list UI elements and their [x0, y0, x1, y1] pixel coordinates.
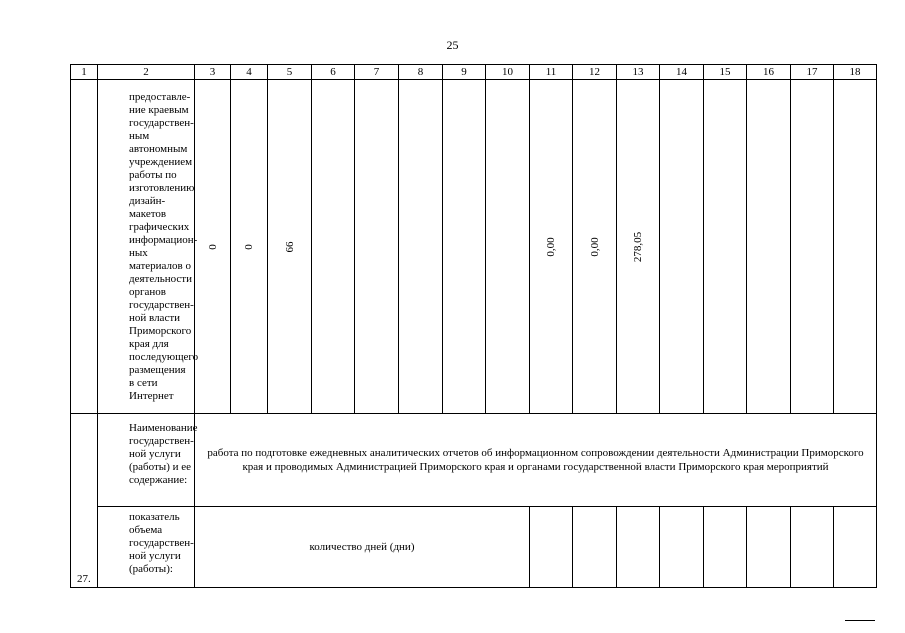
table-row — [71, 80, 877, 414]
value-cell — [573, 80, 617, 414]
empty-cell — [530, 507, 573, 588]
header-cell: 15 — [704, 65, 747, 80]
header-cell: 11 — [530, 65, 573, 80]
empty-cell — [355, 80, 399, 414]
empty-cell — [704, 80, 747, 414]
value-cell — [231, 80, 268, 414]
value-text: 0 — [206, 243, 219, 250]
value-cell — [617, 80, 660, 414]
header-cell: 16 — [747, 65, 791, 80]
empty-cell — [791, 507, 834, 588]
value-text: 278,05 — [632, 231, 644, 262]
empty-cell — [747, 80, 791, 414]
empty-cell — [660, 80, 704, 414]
header-cell: 17 — [791, 65, 834, 80]
header-cell: 9 — [443, 65, 486, 80]
data-table — [70, 64, 877, 588]
service-content: работа по подготовке ежедневных аналитических отчетов об информационном сопровождении деятельности Администрации Приморского края и проводимых Администрацией Приморского края и органами государственной власти Приморского края мероприятий — [195, 414, 877, 507]
empty-cell — [834, 507, 877, 588]
header-cell: 18 — [834, 65, 877, 80]
empty-cell — [399, 80, 443, 414]
service-name-label: Наименование государствен-ной услуги (работы) и ее содержание: — [98, 414, 195, 507]
empty-cell — [834, 80, 877, 414]
table-row — [71, 507, 877, 588]
empty-cell — [704, 507, 747, 588]
header-cell: 3 — [195, 65, 231, 80]
value-cell — [195, 80, 231, 414]
header-cell: 12 — [573, 65, 617, 80]
header-cell: 8 — [399, 65, 443, 80]
header-cell: 5 — [268, 65, 312, 80]
header-cell: 6 — [312, 65, 355, 80]
header-row — [71, 65, 877, 80]
header-cell: 10 — [486, 65, 530, 80]
empty-cell — [573, 507, 617, 588]
header-cell: 13 — [617, 65, 660, 80]
empty-cell — [312, 80, 355, 414]
page-number: 25 — [446, 38, 459, 52]
service-description: предоставле-ние краевым государствен-ным автономным учреждением работы по изготовлению дизайн-макетов графических информацион-ных материалов о деятельности органов государствен-ной власти Приморского края для последующего размещения в сети Интернет — [98, 80, 195, 414]
value-text: 0,00 — [588, 236, 601, 257]
empty-cell — [747, 507, 791, 588]
table-row — [71, 414, 877, 507]
footer-rule — [845, 620, 875, 621]
empty-cell — [791, 80, 834, 414]
header-cell: 1 — [71, 65, 98, 80]
empty-cell — [617, 507, 660, 588]
unit-of-measure: количество дней (дни) — [195, 507, 530, 588]
header-cell: 7 — [355, 65, 399, 80]
value-cell — [268, 80, 312, 414]
header-cell: 2 — [98, 65, 195, 80]
header-cell: 14 — [660, 65, 704, 80]
value-text: 0,00 — [545, 236, 557, 257]
row-number-cell — [71, 80, 98, 414]
row-number: 27. — [71, 414, 98, 588]
empty-cell — [660, 507, 704, 588]
volume-indicator-label: показатель объема государствен-ной услуги (работы): — [98, 507, 195, 588]
value-cell — [530, 80, 573, 414]
value-text: 0 — [243, 243, 255, 250]
empty-cell — [486, 80, 530, 414]
empty-cell — [443, 80, 486, 414]
value-text: 66 — [283, 241, 296, 252]
header-cell: 4 — [231, 65, 268, 80]
